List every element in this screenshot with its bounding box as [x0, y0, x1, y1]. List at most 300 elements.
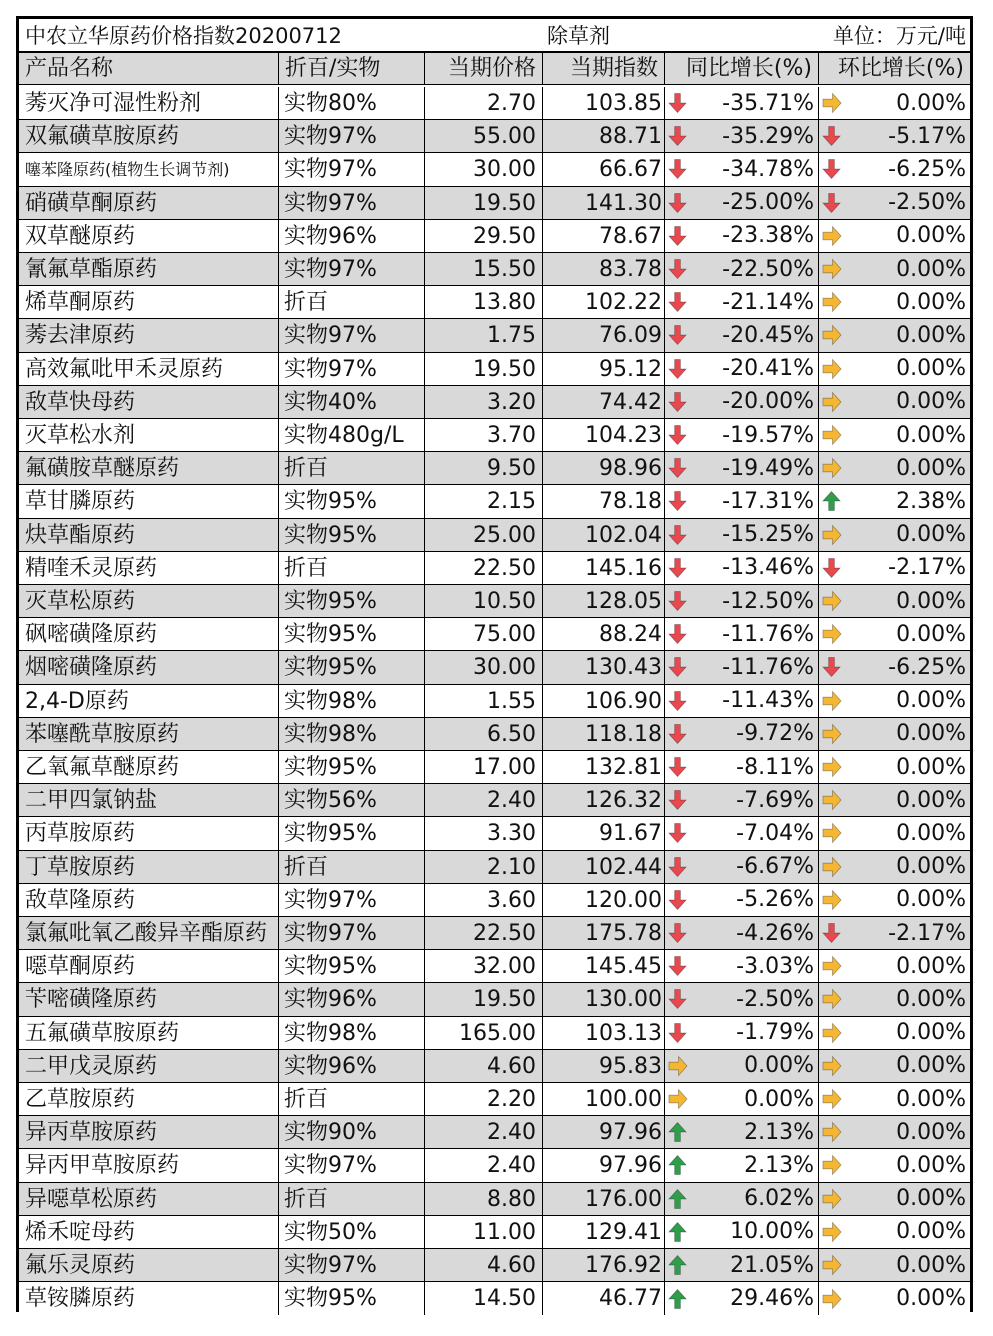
yoy-cell	[665, 1083, 819, 1115]
yoy-value: -13.46%	[722, 555, 814, 581]
mom-value: 0.00%	[896, 1252, 966, 1278]
yoy-cell	[665, 751, 819, 783]
index-cell: 132.81	[543, 751, 665, 783]
yoy-cell	[665, 319, 819, 351]
mom-value: 0.00%	[896, 1286, 966, 1312]
table-row	[19, 751, 970, 784]
yoy-value: -21.14%	[722, 289, 814, 315]
index-cell: 175.78	[543, 917, 665, 949]
form-cell: 实物98%	[279, 718, 425, 750]
arrow-up-icon	[668, 1188, 688, 1210]
index-cell: 102.44	[543, 851, 665, 883]
price-cell: 29.50	[425, 220, 543, 252]
arrow-up-icon	[668, 1288, 688, 1310]
yoy-value: -35.29%	[722, 123, 814, 149]
mom-cell	[819, 618, 970, 650]
arrow-down-icon	[668, 358, 688, 380]
mom-value: 0.00%	[896, 787, 966, 813]
mom-cell	[819, 1116, 970, 1148]
price-cell: 30.00	[425, 651, 543, 683]
yoy-cell	[665, 153, 819, 185]
table-row	[19, 950, 970, 983]
arrow-flat-icon	[822, 1022, 842, 1044]
yoy-cell	[665, 1149, 819, 1181]
index-cell: 106.90	[543, 685, 665, 717]
form-cell: 实物40%	[279, 386, 425, 418]
mom-value: -6.25%	[888, 654, 966, 680]
arrow-down-icon	[668, 656, 688, 678]
arrow-flat-icon	[822, 1121, 842, 1143]
table-row	[19, 253, 970, 286]
product-name-cell: 氟乐灵原药	[19, 1249, 279, 1281]
price-cell: 75.00	[425, 618, 543, 650]
yoy-cell	[665, 651, 819, 683]
table-row	[19, 1083, 970, 1116]
product-name-cell: 五氟磺草胺原药	[19, 1017, 279, 1049]
col-header-yoy: 同比增长(%)	[665, 53, 819, 84]
mom-cell	[819, 884, 970, 916]
arrow-down-icon	[668, 590, 688, 612]
arrow-flat-icon	[822, 324, 842, 346]
product-name-cell: 敌草快母药	[19, 386, 279, 418]
mom-value: 0.00%	[896, 256, 966, 282]
arrow-down-icon	[822, 557, 842, 579]
table-row	[19, 685, 970, 718]
yoy-cell	[665, 120, 819, 152]
form-cell: 实物97%	[279, 187, 425, 219]
product-name-cell: 莠灭净可湿性粉剂	[19, 87, 279, 119]
table-row	[19, 917, 970, 950]
yoy-cell	[665, 685, 819, 717]
form-cell: 实物97%	[279, 153, 425, 185]
price-cell: 1.75	[425, 319, 543, 351]
yoy-cell	[665, 353, 819, 385]
yoy-cell	[665, 187, 819, 219]
product-name-cell: 炔草酯原药	[19, 519, 279, 551]
index-cell: 145.16	[543, 552, 665, 584]
form-cell: 实物97%	[279, 120, 425, 152]
arrow-flat-icon	[822, 1055, 842, 1077]
mom-value: 0.00%	[896, 1219, 966, 1245]
price-cell: 19.50	[425, 353, 543, 385]
arrow-down-icon	[668, 822, 688, 844]
product-name-cell: 氯氟吡氧乙酸异辛酯原药	[19, 917, 279, 949]
arrow-flat-icon	[668, 1055, 688, 1077]
mom-cell	[819, 286, 970, 318]
price-cell: 15.50	[425, 253, 543, 285]
index-cell: 176.92	[543, 1249, 665, 1281]
price-cell: 19.50	[425, 983, 543, 1015]
arrow-flat-icon	[822, 258, 842, 280]
form-cell: 实物90%	[279, 1116, 425, 1148]
mom-value: 0.00%	[896, 1053, 966, 1079]
arrow-down-icon	[822, 656, 842, 678]
arrow-up-icon	[822, 490, 842, 512]
yoy-cell	[665, 1282, 819, 1315]
index-cell: 130.43	[543, 651, 665, 683]
col-header-index: 当期指数	[543, 53, 665, 84]
form-cell: 实物80%	[279, 87, 425, 119]
index-cell: 91.67	[543, 817, 665, 849]
table-row	[19, 1249, 970, 1282]
yoy-cell	[665, 917, 819, 949]
mom-value: 0.00%	[896, 986, 966, 1012]
form-cell: 实物95%	[279, 485, 425, 517]
arrow-flat-icon	[822, 1088, 842, 1110]
arrow-flat-icon	[822, 822, 842, 844]
form-cell: 实物97%	[279, 319, 425, 351]
arrow-down-icon	[668, 125, 688, 147]
product-name-cell: 莠去津原药	[19, 319, 279, 351]
mom-value: 0.00%	[896, 688, 966, 714]
product-name-cell: 烯草酮原药	[19, 286, 279, 318]
table-row	[19, 319, 970, 352]
arrow-flat-icon	[822, 955, 842, 977]
col-header-mom: 环比增长(%)	[837, 56, 964, 81]
index-cell: 129.41	[543, 1216, 665, 1248]
index-cell: 46.77	[543, 1282, 665, 1315]
price-cell: 8.80	[425, 1183, 543, 1215]
form-cell: 实物97%	[279, 1149, 425, 1181]
yoy-cell	[665, 1017, 819, 1049]
price-cell: 14.50	[425, 1282, 543, 1315]
form-cell: 实物98%	[279, 685, 425, 717]
product-name-cell: 灭草松水剂	[19, 419, 279, 451]
mom-value: 0.00%	[896, 588, 966, 614]
arrow-up-icon	[668, 1121, 688, 1143]
form-cell: 实物95%	[279, 651, 425, 683]
form-cell: 实物56%	[279, 784, 425, 816]
form-cell: 实物95%	[279, 950, 425, 982]
mom-cell	[819, 950, 970, 982]
mom-cell	[819, 485, 970, 517]
product-name-cell: 苄嘧磺隆原药	[19, 983, 279, 1015]
mom-cell	[819, 983, 970, 1015]
arrow-down-icon	[668, 557, 688, 579]
header-row	[19, 53, 970, 85]
table-row	[19, 1216, 970, 1249]
yoy-cell	[665, 1116, 819, 1148]
arrow-flat-icon	[668, 1088, 688, 1110]
product-name-cell: 异丙甲草胺原药	[19, 1149, 279, 1181]
yoy-cell	[665, 386, 819, 418]
yoy-value: -7.04%	[736, 820, 814, 846]
price-cell: 13.80	[425, 286, 543, 318]
yoy-cell	[665, 784, 819, 816]
mom-cell	[819, 153, 970, 185]
arrow-up-icon	[668, 1221, 688, 1243]
mom-cell	[819, 1216, 970, 1248]
price-cell: 2.40	[425, 784, 543, 816]
arrow-down-icon	[668, 324, 688, 346]
product-name-cell: 高效氟吡甲禾灵原药	[19, 353, 279, 385]
price-cell: 3.30	[425, 817, 543, 849]
mom-cell	[819, 319, 970, 351]
table-row	[19, 419, 970, 452]
yoy-cell	[665, 87, 819, 119]
mom-value: 0.00%	[896, 455, 966, 481]
yoy-cell	[665, 983, 819, 1015]
mom-value: 0.00%	[896, 223, 966, 249]
table-row	[19, 286, 970, 319]
mom-cell	[819, 1149, 970, 1181]
arrow-down-icon	[668, 756, 688, 778]
form-cell: 折百	[279, 851, 425, 883]
mom-value: 0.00%	[896, 322, 966, 348]
product-name-cell: 异丙草胺原药	[19, 1116, 279, 1148]
yoy-value: 0.00%	[744, 1086, 814, 1112]
yoy-cell	[665, 286, 819, 318]
form-cell: 实物97%	[279, 353, 425, 385]
arrow-down-icon	[668, 391, 688, 413]
yoy-value: 2.13%	[744, 1119, 814, 1145]
form-cell: 实物95%	[279, 817, 425, 849]
arrow-flat-icon	[822, 424, 842, 446]
arrow-up-icon	[668, 1254, 688, 1276]
table-row	[19, 851, 970, 884]
arrow-down-icon	[668, 988, 688, 1010]
arrow-down-icon	[668, 490, 688, 512]
mom-cell	[819, 519, 970, 551]
product-name-cell: 丁草胺原药	[19, 851, 279, 883]
index-cell: 95.83	[543, 1050, 665, 1082]
index-cell: 102.22	[543, 286, 665, 318]
form-cell: 实物97%	[279, 917, 425, 949]
mom-value: 0.00%	[896, 422, 966, 448]
product-name-cell: 氟磺胺草醚原药	[19, 452, 279, 484]
price-cell: 9.50	[425, 452, 543, 484]
product-name-cell: 二甲戊灵原药	[19, 1050, 279, 1082]
mom-cell	[819, 253, 970, 285]
yoy-value: -11.43%	[722, 688, 814, 714]
yoy-value: -19.57%	[722, 422, 814, 448]
yoy-value: -20.00%	[722, 389, 814, 415]
mom-cell	[819, 585, 970, 617]
table-row	[19, 1050, 970, 1083]
price-cell: 3.20	[425, 386, 543, 418]
price-cell: 1.55	[425, 685, 543, 717]
price-cell: 2.20	[425, 1083, 543, 1115]
index-cell: 102.04	[543, 519, 665, 551]
product-name-cell: 乙草胺原药	[19, 1083, 279, 1115]
arrow-flat-icon	[822, 524, 842, 546]
index-cell: 103.13	[543, 1017, 665, 1049]
mom-cell	[819, 1083, 970, 1115]
unit-label: 单位：万元/吨	[832, 24, 966, 48]
yoy-cell	[665, 419, 819, 451]
form-cell: 实物96%	[279, 983, 425, 1015]
index-cell: 98.96	[543, 452, 665, 484]
mom-value: 0.00%	[896, 1186, 966, 1212]
mom-value: 0.00%	[896, 1119, 966, 1145]
yoy-value: -35.71%	[722, 90, 814, 116]
mom-cell	[819, 1282, 970, 1315]
table-row	[19, 220, 970, 253]
index-cell: 120.00	[543, 884, 665, 916]
yoy-value: -17.31%	[722, 488, 814, 514]
col-header-name: 产品名称	[19, 53, 279, 84]
yoy-cell	[665, 950, 819, 982]
mom-value: -2.17%	[888, 555, 966, 581]
arrow-flat-icon	[822, 1154, 842, 1176]
index-cell: 145.45	[543, 950, 665, 982]
mom-cell	[819, 917, 970, 949]
arrow-down-icon	[668, 424, 688, 446]
arrow-down-icon	[822, 922, 842, 944]
product-name-cell: 双草醚原药	[19, 220, 279, 252]
yoy-cell	[665, 519, 819, 551]
table-row	[19, 552, 970, 585]
mom-cell	[819, 685, 970, 717]
yoy-cell	[665, 485, 819, 517]
mom-value: 0.00%	[896, 887, 966, 913]
arrow-down-icon	[668, 1022, 688, 1044]
arrow-flat-icon	[822, 391, 842, 413]
product-name-cell: 烯禾啶母药	[19, 1216, 279, 1248]
product-name-cell: 砜嘧磺隆原药	[19, 618, 279, 650]
yoy-cell	[665, 817, 819, 849]
form-cell: 折百	[279, 1183, 425, 1215]
mom-value: 0.00%	[896, 953, 966, 979]
mom-value: -2.17%	[888, 920, 966, 946]
mom-cell	[819, 718, 970, 750]
arrow-down-icon	[668, 789, 688, 811]
yoy-cell	[665, 1216, 819, 1248]
arrow-up-icon	[668, 1154, 688, 1176]
mom-cell	[819, 1050, 970, 1082]
arrow-flat-icon	[822, 856, 842, 878]
price-cell: 2.40	[425, 1116, 543, 1148]
yoy-value: -20.41%	[722, 356, 814, 382]
arrow-flat-icon	[822, 690, 842, 712]
mom-value: 0.00%	[896, 356, 966, 382]
yoy-value: -12.50%	[722, 588, 814, 614]
mom-cell	[819, 87, 970, 119]
form-cell: 实物97%	[279, 1249, 425, 1281]
mom-cell	[819, 784, 970, 816]
table-row	[19, 485, 970, 518]
form-cell: 实物95%	[279, 585, 425, 617]
title-row	[19, 19, 970, 53]
index-cell: 128.05	[543, 585, 665, 617]
arrow-down-icon	[668, 623, 688, 645]
price-cell: 4.60	[425, 1050, 543, 1082]
yoy-value: -25.00%	[722, 190, 814, 216]
form-cell: 实物95%	[279, 519, 425, 551]
table-row	[19, 585, 970, 618]
price-cell: 165.00	[425, 1017, 543, 1049]
table-row	[19, 784, 970, 817]
yoy-value: -22.50%	[722, 256, 814, 282]
arrow-flat-icon	[822, 1288, 842, 1310]
table-row	[19, 120, 970, 153]
yoy-value: -8.11%	[736, 754, 814, 780]
yoy-cell	[665, 851, 819, 883]
form-cell: 折百	[279, 452, 425, 484]
report-title: 中农立华原药价格指数20200712	[25, 24, 342, 48]
mom-cell	[819, 1017, 970, 1049]
form-cell: 实物97%	[279, 884, 425, 916]
yoy-value: -3.03%	[736, 953, 814, 979]
mom-cell	[819, 386, 970, 418]
index-cell: 97.96	[543, 1149, 665, 1181]
form-cell: 实物96%	[279, 220, 425, 252]
mom-value: -5.17%	[888, 123, 966, 149]
arrow-down-icon	[668, 723, 688, 745]
product-name-cell: 乙氧氟草醚原药	[19, 751, 279, 783]
yoy-value: 21.05%	[730, 1252, 814, 1278]
arrow-flat-icon	[822, 789, 842, 811]
mom-cell	[819, 851, 970, 883]
table-row	[19, 1183, 970, 1216]
table-row	[19, 187, 970, 220]
product-name-cell: 灭草松原药	[19, 585, 279, 617]
product-name-cell: 草铵膦原药	[19, 1282, 279, 1315]
arrow-flat-icon	[822, 92, 842, 114]
mom-cell	[819, 651, 970, 683]
table-row	[19, 983, 970, 1016]
form-cell: 折百	[279, 286, 425, 318]
index-cell: 97.96	[543, 1116, 665, 1148]
table-row	[19, 153, 970, 186]
form-cell: 实物96%	[279, 1050, 425, 1082]
price-cell: 25.00	[425, 519, 543, 551]
mom-cell	[819, 187, 970, 219]
index-cell: 126.32	[543, 784, 665, 816]
price-index-table	[16, 16, 973, 1312]
index-cell: 88.71	[543, 120, 665, 152]
yoy-value: -19.49%	[722, 455, 814, 481]
mom-cell	[819, 552, 970, 584]
arrow-down-icon	[668, 258, 688, 280]
table-row	[19, 1282, 970, 1315]
index-cell: 103.85	[543, 87, 665, 119]
form-cell: 折百	[279, 552, 425, 584]
arrow-flat-icon	[822, 988, 842, 1010]
index-cell: 66.67	[543, 153, 665, 185]
yoy-value: -4.26%	[736, 920, 814, 946]
arrow-flat-icon	[822, 1254, 842, 1276]
arrow-down-icon	[668, 524, 688, 546]
product-name-cell: 2,4-D原药	[19, 685, 279, 717]
index-cell: 83.78	[543, 253, 665, 285]
form-cell: 实物50%	[279, 1216, 425, 1248]
mom-cell	[819, 1249, 970, 1281]
form-cell: 实物95%	[279, 751, 425, 783]
yoy-cell	[665, 585, 819, 617]
arrow-flat-icon	[822, 623, 842, 645]
yoy-cell	[665, 1249, 819, 1281]
mom-value: -2.50%	[888, 190, 966, 216]
arrow-flat-icon	[822, 457, 842, 479]
table-row	[19, 87, 970, 120]
price-cell: 17.00	[425, 751, 543, 783]
mom-cell	[819, 120, 970, 152]
yoy-cell	[665, 220, 819, 252]
arrow-down-icon	[668, 158, 688, 180]
table-row	[19, 651, 970, 684]
index-cell: 141.30	[543, 187, 665, 219]
arrow-down-icon	[822, 125, 842, 147]
mom-cell	[819, 452, 970, 484]
arrow-flat-icon	[822, 225, 842, 247]
yoy-value: -7.69%	[736, 787, 814, 813]
form-cell: 实物97%	[279, 253, 425, 285]
table-row	[19, 386, 970, 419]
table-row	[19, 519, 970, 552]
arrow-flat-icon	[822, 358, 842, 380]
arrow-down-icon	[668, 225, 688, 247]
